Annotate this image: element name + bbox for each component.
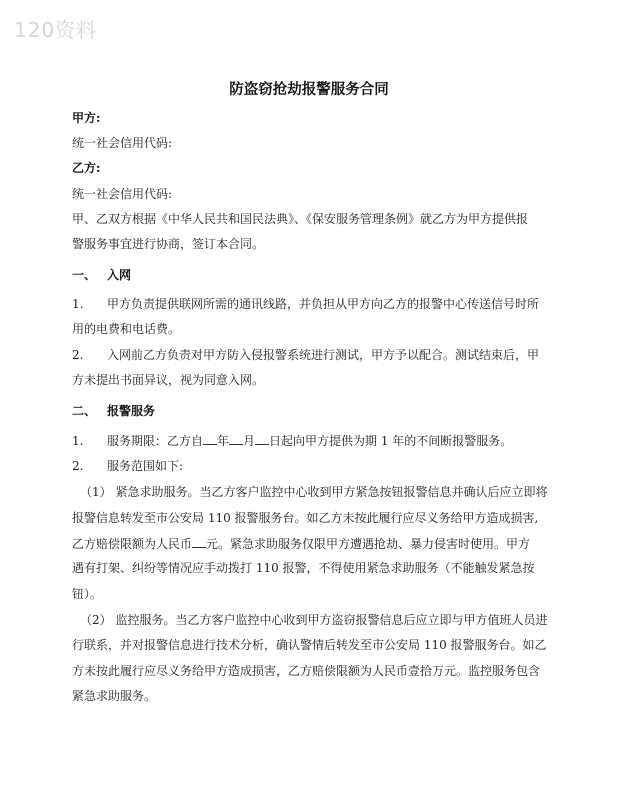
item-number: 2. xyxy=(72,348,84,362)
party-b-credit-code: 统一社会信用代码: xyxy=(72,187,173,201)
day-blank xyxy=(255,432,269,445)
section-2-title: 报警服务 xyxy=(107,404,156,418)
sub-2-line-1: （2） 监控服务。当乙方客户监控中心收到甲方盗窃报警信息后应立即与甲方值班人员进 xyxy=(80,613,548,627)
compensation-rest: 元。紧急求助服务仅限甲方遭遇抢劫、暴力侵害时使用。甲方 xyxy=(206,537,531,551)
item-number: 1. xyxy=(72,297,84,311)
item-text: 服务范围如下: xyxy=(107,459,184,473)
section-2-number: 二、 xyxy=(72,404,97,418)
party-b-label: 乙方: xyxy=(72,161,101,175)
sub-1-line-1: （1） 紧急求助服务。当乙方客户监控中心收到甲方紧急按钮报警信息并确认后应立即将 xyxy=(80,485,548,499)
month-blank xyxy=(229,432,243,445)
sub-1-line-2: 报警信息转发至市公安局 110 报警服务台。如乙方未按此履行应尽义务给甲方造成损害, xyxy=(72,511,539,525)
section-2-item-1 xyxy=(72,432,552,450)
compensation-lead: 乙方赔偿限额为人民币 xyxy=(72,537,193,551)
section-1-heading xyxy=(72,267,552,284)
sub-2-line-3: 方未按此履行应尽义务给甲方造成损害，乙方赔偿限额为人民币壹拾万元。监控服务包含 xyxy=(72,664,541,678)
sub-1-line-4: 遇有打架、纠纷等情况应手动拨打 110 报警，不得使用紧急求助服务（不能触发紧急按 xyxy=(72,561,535,575)
preamble-line-2: 警服务事宜进行协商，签订本合同。 xyxy=(72,237,265,251)
section-2-item-2 xyxy=(72,458,552,475)
item-number: 2. xyxy=(72,459,84,473)
year-blank xyxy=(203,432,217,445)
watermark: 120资料 xyxy=(14,18,98,42)
item-number: 1. xyxy=(72,434,84,448)
sub-1-line-3 xyxy=(72,535,552,553)
section-1-item-2-line-1 xyxy=(72,347,552,364)
sub-2-line-2: 行联系，并对报警信息进行技术分析，确认警情后转发至市公安局 110 报警服务台。如乙 xyxy=(72,638,547,652)
service-term-lead: 服务期限：乙方自 xyxy=(107,434,204,448)
month-label: 月 xyxy=(243,434,256,448)
section-2-heading xyxy=(72,403,552,420)
amount-blank xyxy=(192,535,206,548)
document-title: 防盗窃抢劫报警服务合同 xyxy=(229,81,389,98)
sub-1-line-5: 钮）。 xyxy=(72,587,103,601)
party-a-label: 甲方: xyxy=(72,111,101,125)
sub-2-line-4: 紧急求助服务。 xyxy=(72,689,157,703)
section-1-number: 一、 xyxy=(72,268,97,282)
item-text: 甲方负责提供联网所需的通讯线路，并负担从甲方向乙方的报警中心传送信号时所 xyxy=(107,297,540,311)
section-1-title: 入网 xyxy=(107,268,132,282)
year-label: 年 xyxy=(217,434,230,448)
item-text: 入网前乙方负责对甲方防入侵报警系统进行测试，甲方予以配合。测试结束后，甲 xyxy=(107,348,540,362)
party-a-credit-code: 统一社会信用代码: xyxy=(72,136,173,150)
section-1-item-2-line-2: 方未提出书面异议，视为同意入网。 xyxy=(72,373,265,387)
preamble-line-1: 甲、乙双方根据《中华人民共和国民法典》、《保安服务管理条例》就乙方为甲方提供报 xyxy=(72,212,529,226)
service-term-rest: 日起向甲方提供为期 1 年的不间断报警服务。 xyxy=(269,434,513,448)
section-1-item-1-line-1 xyxy=(72,296,552,313)
section-1-item-1-line-2: 用的电费和电话费。 xyxy=(72,322,181,336)
